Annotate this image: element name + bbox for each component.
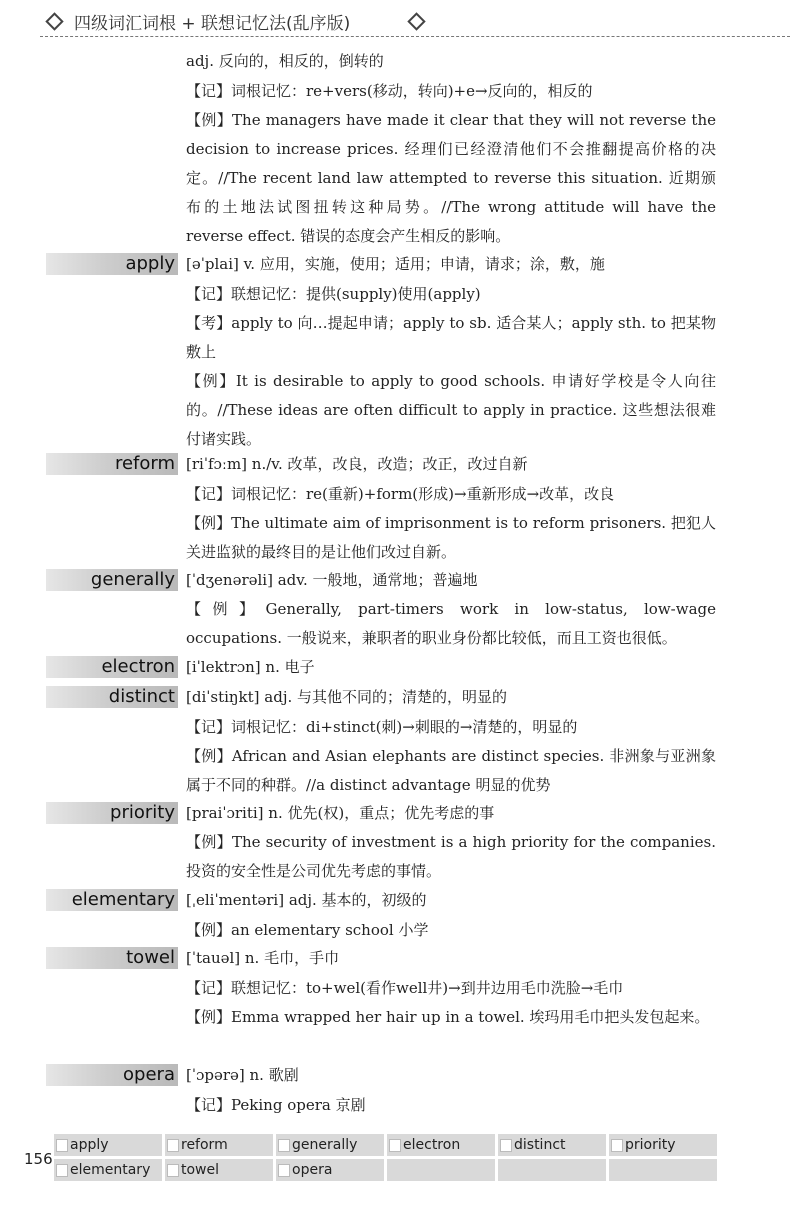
headword-bar xyxy=(46,453,178,475)
memory-tip: 【记】词根记忆：di+stinct(刺)→刺眼的→清楚的，明显的 xyxy=(186,718,578,736)
phonetic-definition: [əˈplai] v. 应用，实施，使用；适用；申请，请求；涂，敷，施 xyxy=(186,255,605,273)
example-text: 【例】Generally, part-timers work in low-status, low-wage occupations. 一般说来，兼职者的职业身份都比较低，而且工资也很低。 xyxy=(186,600,716,647)
diamond-icon xyxy=(407,12,425,30)
memory-tip: 【记】Peking opera 京剧 xyxy=(186,1096,366,1114)
phonetic-definition: [ˈɔpərə] n. 歌剧 xyxy=(186,1066,299,1084)
headword-bar xyxy=(46,889,178,911)
diamond-icon xyxy=(45,12,63,30)
headword: towel xyxy=(126,947,175,968)
memory-tip: 【记】联想记忆：to+wel(看作well井)→到井边用毛巾洗脸→毛巾 xyxy=(186,979,624,997)
page-number: 156 xyxy=(24,1150,53,1168)
example-text: 【例】Emma wrapped her hair up in a towel. 埃玛用毛巾把头发包起来。 xyxy=(186,1008,710,1026)
memory-tip: 【记】词根记忆：re(重新)+form(形成)→重新形成→改革，改良 xyxy=(186,485,615,503)
headword: electron xyxy=(101,656,175,677)
headword-bar xyxy=(46,569,178,591)
example-text: 【例】The security of investment is a high priority for the companies. 投资的安全性是公司优先考虑的事情。 xyxy=(186,833,716,880)
example-text: 【例】It is desirable to apply to good schools. 申请好学校是令人向往的。//These ideas are often difficult to apply in practice. 这些想法很难付诸实践。 xyxy=(186,372,716,448)
headword: distinct xyxy=(108,686,175,707)
headword-bar xyxy=(46,802,178,824)
checkbox[interactable] xyxy=(56,1139,68,1152)
headword-bar xyxy=(46,253,178,275)
review-checklist xyxy=(54,1134,718,1184)
headword: elementary xyxy=(71,889,175,910)
headword-bar xyxy=(46,1064,178,1086)
checklist-item[interactable]: electron xyxy=(387,1134,495,1156)
page-header xyxy=(40,8,790,37)
checklist-item[interactable]: reform xyxy=(165,1134,273,1156)
exam-note: 【考】apply to 向…提起申请；apply to sb. 适合某人；apply sth. to 把某物敷上 xyxy=(186,314,716,361)
headword: apply xyxy=(125,253,175,274)
checkbox[interactable] xyxy=(278,1139,290,1152)
memory-tip: 【记】联想记忆：提供(supply)使用(apply) xyxy=(186,285,481,303)
memory-tip: 【记】词根记忆：re+vers(移动，转向)+e→反向的，相反的 xyxy=(186,82,593,100)
example-text: 【例】The ultimate aim of imprisonment is to reform prisoners. 把犯人关进监狱的最终目的是让他们改过自新。 xyxy=(186,514,716,561)
checklist-item[interactable]: opera xyxy=(276,1159,384,1181)
checklist-item[interactable]: apply xyxy=(54,1134,162,1156)
checkbox[interactable] xyxy=(167,1164,179,1177)
checklist-item[interactable]: generally xyxy=(276,1134,384,1156)
checklist-item[interactable]: distinct xyxy=(498,1134,606,1156)
checkbox[interactable] xyxy=(278,1164,290,1177)
example-text: 【例】an elementary school 小学 xyxy=(186,921,429,939)
book-title: 四级词汇词根 + 联想记忆法(乱序版) xyxy=(74,14,351,34)
phonetic-definition: [ˈdʒenərəli] adv. 一般地，通常地；普遍地 xyxy=(186,571,478,589)
checkbox[interactable] xyxy=(167,1139,179,1152)
example-text: 【例】African and Asian elephants are distinct species. 非洲象与亚洲象属于不同的种群。//a distinct advantage 明显的优势 xyxy=(186,747,716,794)
definition-line: adj. 反向的，相反的，倒转的 xyxy=(186,52,384,70)
headword: generally xyxy=(90,569,175,590)
phonetic-definition: [diˈstiŋkt] adj. 与其他不同的；清楚的，明显的 xyxy=(186,688,508,706)
checkbox[interactable] xyxy=(500,1139,512,1152)
phonetic-definition: [praiˈɔriti] n. 优先(权)，重点；优先考虑的事 xyxy=(186,804,495,822)
checklist-item[interactable]: elementary xyxy=(54,1159,162,1181)
checkbox[interactable] xyxy=(56,1164,68,1177)
headword-bar xyxy=(46,656,178,678)
headword: reform xyxy=(114,453,175,474)
checklist-item[interactable]: towel xyxy=(165,1159,273,1181)
phonetic-definition: [ˈtauəl] n. 毛巾，手巾 xyxy=(186,949,340,967)
checkbox[interactable] xyxy=(389,1139,401,1152)
headword: opera xyxy=(123,1064,175,1085)
phonetic-definition: [ˌeliˈmentəri] adj. 基本的，初级的 xyxy=(186,891,427,909)
phonetic-definition: [riˈfɔːm] n./v. 改革，改良，改造；改正，改过自新 xyxy=(186,455,528,473)
headword-bar xyxy=(46,947,178,969)
checkbox[interactable] xyxy=(611,1139,623,1152)
checklist-item[interactable]: priority xyxy=(609,1134,717,1156)
checklist-empty-cell xyxy=(609,1159,717,1181)
phonetic-definition: [iˈlektrɔn] n. 电子 xyxy=(186,658,315,676)
headword-bar xyxy=(46,686,178,708)
checklist-empty-cell xyxy=(498,1159,606,1181)
headword: priority xyxy=(110,802,175,823)
example-text: 【例】The managers have made it clear that they will not reverse the decision to increase prices. 经理们已经澄清他们不会推翻提高价格的决定。//The recent land law attempted to reverse this situation. 近期颁布的土地法试图扭转这种局势。//The wrong attitude will have the reverse effect. 错误的态度会产生相反的影响。 xyxy=(186,111,716,245)
checklist-empty-cell xyxy=(387,1159,495,1181)
